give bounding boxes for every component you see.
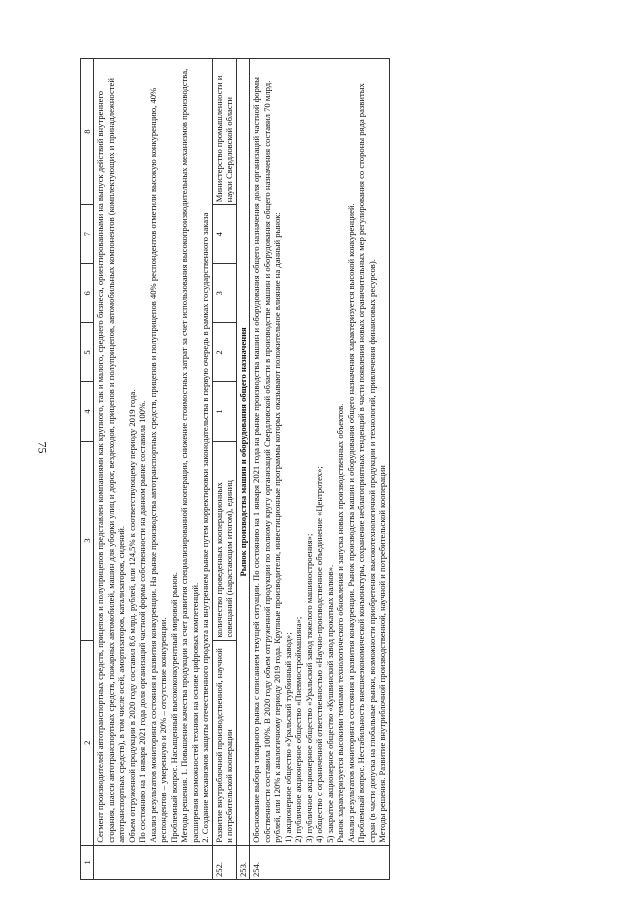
paragraph: Анализ результатов мониторинга состояния и развития конкуренции. Рынок производства машин и оборудования общего назначения характеризуется высокой конкуренцией.	[345, 203, 356, 843]
paragraph: Сегмент производителей автотранспортных средств, прицепов и полуприцепов представлен компаниями как крупного, так и малого, среднего бизнеса, ориентированными на выпуск действий внутреннего сгорания, шасси автотранспортных средств, пожарных автомобилей, машин для уборки улиц и дорог, вездеходов, прицепов и полуприцепов, автомобильных компонентов (комплектующих и принадлежностей автотранспортных средств), в том числе осей, амортизаторов, катализаторов, сидений.	[95, 78, 127, 843]
page-number: 75	[35, 441, 50, 454]
paragraph: Анализ результатов мониторинга состояния и развития конкуренции. На рынке производства автотранспортных средств, прицепов и полуприцепов 40% респондентов отметили высокую конкуренцию, 40% респондентов – умеренную и 20% – отсутствие конкуренции.	[147, 87, 169, 843]
executor-cell: Министерство промышленности и науки Свердловской области	[212, 59, 236, 205]
column-header: 3	[81, 441, 94, 640]
paragraph: 4) общество с ограниченной ответственностью «Научно-производственное объединение «Центротех»;	[314, 466, 325, 843]
measure-name-cell: Развитие внутриблочной производственной, научной и потребительской кооперации	[212, 640, 236, 845]
column-header: 5	[81, 323, 94, 382]
paragraph: 3) публичное акционерное общество «Уральский завод тяжелого машиностроения»;	[303, 533, 314, 843]
paragraph: Обоснование выбора товарного рынка с описанием текущей ситуации. По состоянию на 1 января 2021 года на рынке производства машин и оборудования общего назначения доля организаций частной формы собственности составила 100%. В 2020 году объем отгруженной продукции по полному кругу организаций Свердловской области в производстве машин и оборудования общего назначения составил 70 млрд. рублей, или 120% к аналогичному периоду 2019 года. Крупные производители, инвестиционные программы которых оказывают положительное влияние на данный рынок:	[251, 77, 283, 843]
paragraph: Проблемный вопрос. Нестабильность внешнеэкономической конъюнктуры, сохранение неблагоприятных тенденций в части появления новых ограничительных мер регулирования со стороны ряда развитых стран (в части допуска на глобальные рынки, возможности приобретения высокотехнологичной продукции и технологий, привлечения финансовых ресурсов).	[356, 83, 377, 843]
market-description-cell	[94, 59, 212, 846]
section-title: Рынок производства машин и оборудования общего назначения	[236, 59, 249, 846]
column-number-row	[81, 59, 94, 880]
indicator-cell: количество проведенных кооперационных совещаний (нарастающим итогом), единиц	[212, 441, 236, 640]
paragraph: 1) акционерное общество «Уральский турбинный завод»;	[282, 632, 293, 843]
column-header: 6	[81, 264, 94, 323]
row-number-cell: 252.	[212, 845, 236, 879]
paragraph: 5) закрытое акционерное общество «Кушвинский завод прокатных валков».	[324, 564, 335, 843]
value-cell: 3	[212, 264, 236, 323]
table-row	[212, 59, 236, 880]
paragraph: Методы решения. Развитие внутриблочной производственной, научной и потребительской кооперации	[377, 465, 388, 843]
column-header: 8	[81, 59, 94, 205]
paragraph: Проблемный вопрос. Насыщенный высококонкурентный мировой рынок.	[168, 572, 179, 843]
paragraph: По состоянию на 1 января 2021 года доля организаций частной формы собственности на данном рынке составила 100%.	[137, 400, 148, 843]
paragraph: Объем отгруженной продукции в 2020 году составил 8,6 млрд. рублей, или 124,5% к соответствующему периоду 2019 года.	[126, 389, 137, 843]
paragraph: 2. Создание механизмов защиты отечественного продукта на внутреннем рынке путем корректировки законодательства в первую очередь в рамках государственного заказа	[200, 212, 211, 843]
paragraph: 2) публичное акционерное общество «Пневмостроймашина»;	[293, 616, 304, 843]
value-cell: 2	[212, 323, 236, 382]
paragraph: Методы решения. 1. Повышение качества продукции за счет развития специализированной кооперации, снижение стоимостных затрат за счет использования высокопроизводительных механизмов производства, расширения возможностей техники на основе цифровых компетенций.	[179, 68, 200, 843]
table-row	[250, 59, 389, 880]
table-row	[94, 59, 212, 880]
market-description-cell	[250, 59, 389, 846]
value-cell: 4	[212, 205, 236, 264]
column-header: 2	[81, 640, 94, 845]
rotated-page-content	[80, 58, 628, 880]
column-header: 7	[81, 205, 94, 264]
paragraph: Рынок характеризуется высокими темпами технологического обновления и запуска новых производственных объектов.	[335, 403, 346, 843]
row-number-cell: 253.	[236, 845, 249, 879]
competition-table	[80, 58, 390, 880]
column-header: 1	[81, 845, 94, 879]
section-row	[236, 59, 249, 880]
column-header: 4	[81, 382, 94, 441]
row-number-cell	[94, 845, 212, 879]
row-number-cell: 254.	[250, 845, 389, 879]
value-cell: 1	[212, 382, 236, 441]
